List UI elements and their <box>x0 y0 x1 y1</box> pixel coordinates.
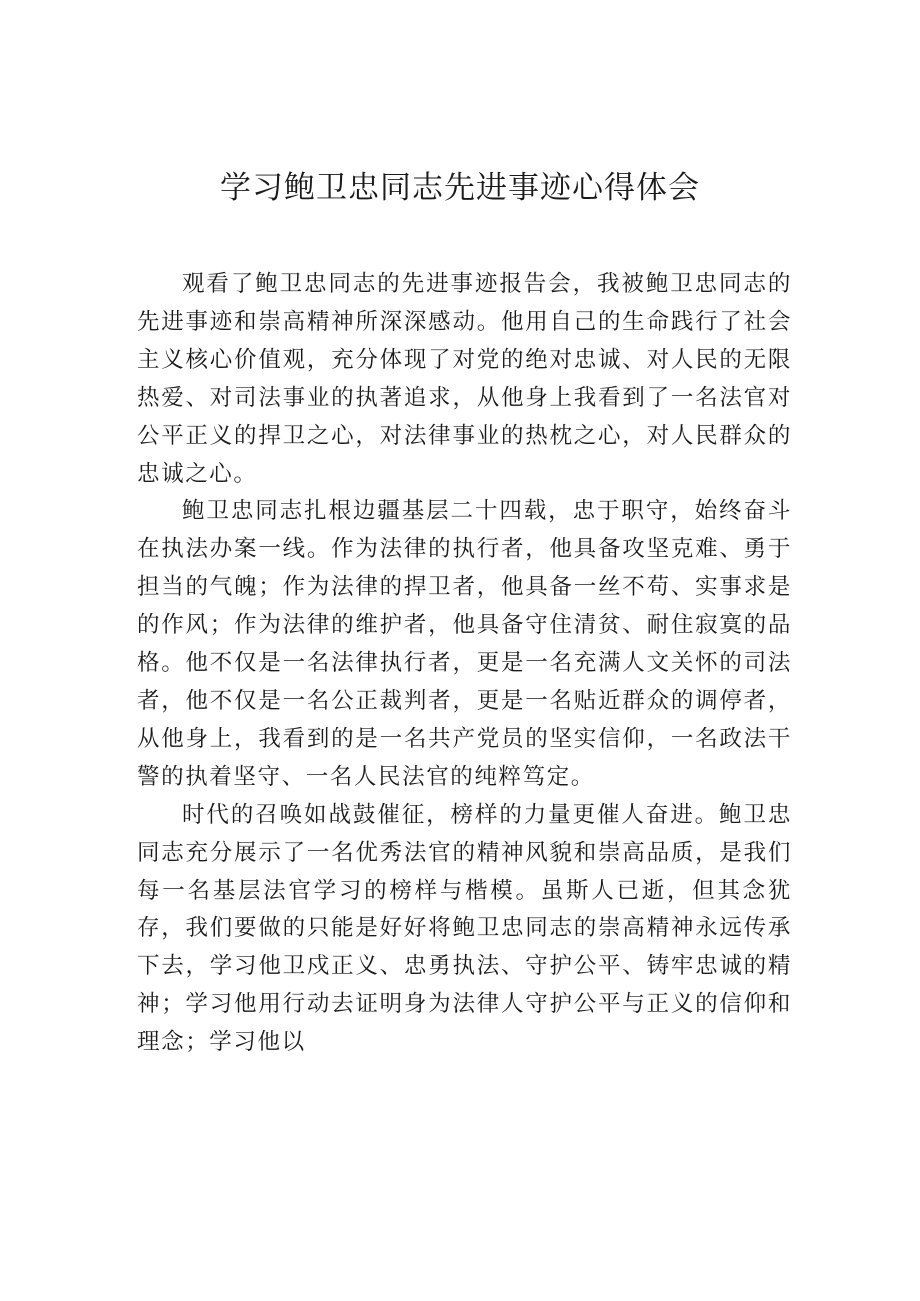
paragraph-1: 观看了鲍卫忠同志的先进事迹报告会，我被鲍卫忠同志的先进事迹和崇高精神所深深感动。他用自己的生命践行了社会主义核心价值观，充分体现了对党的绝对忠诚、对人民的无限热爱、对司法事业的执著追求，从他身上我看到了一名法官对公平正义的捍卫之心，对法律事业的热枕之心，对人民群众的忠诚之心。 <box>137 271 792 487</box>
document-title: 学习鲍卫忠同志先进事迹心得体会 <box>220 170 700 206</box>
paragraph-2: 鲍卫忠同志扎根边疆基层二十四载，忠于职守，始终奋斗在执法办案一线。作为法律的执行者，他具备攻坚克难、勇于担当的气魄；作为法律的捍卫者，他具备一丝不苟、实事求是的作风；作为法律的维护者，他具备守住清贫、耐住寂寞的品格。他不仅是一名法律执行者，更是一名充满人文关怀的司法者，他不仅是一名公正裁判者，更是一名贴近群众的调停者，从他身上，我看到的是一名共产党员的坚实信仰，一名政法干警的执着坚守、一名人民法官的纯粹笃定。 <box>137 498 792 790</box>
document-body <box>137 266 792 1062</box>
paragraph-3: 时代的召唤如战鼓催征，榜样的力量更催人奋进。鲍卫忠同志充分展示了一名优秀法官的精神风貌和崇高品质，是我们每一名基层法官学习的榜样与楷模。虽斯人已逝，但其念犹存，我们要做的只能是好好将鲍卫忠同志的崇高精神永远传承下去，学习他卫戍正义、忠勇执法、守护公平、铸牢忠诚的精神；学习他用行动去证明身为法律人守护公平与正义的信仰和理念；学习他以 <box>137 801 792 1056</box>
